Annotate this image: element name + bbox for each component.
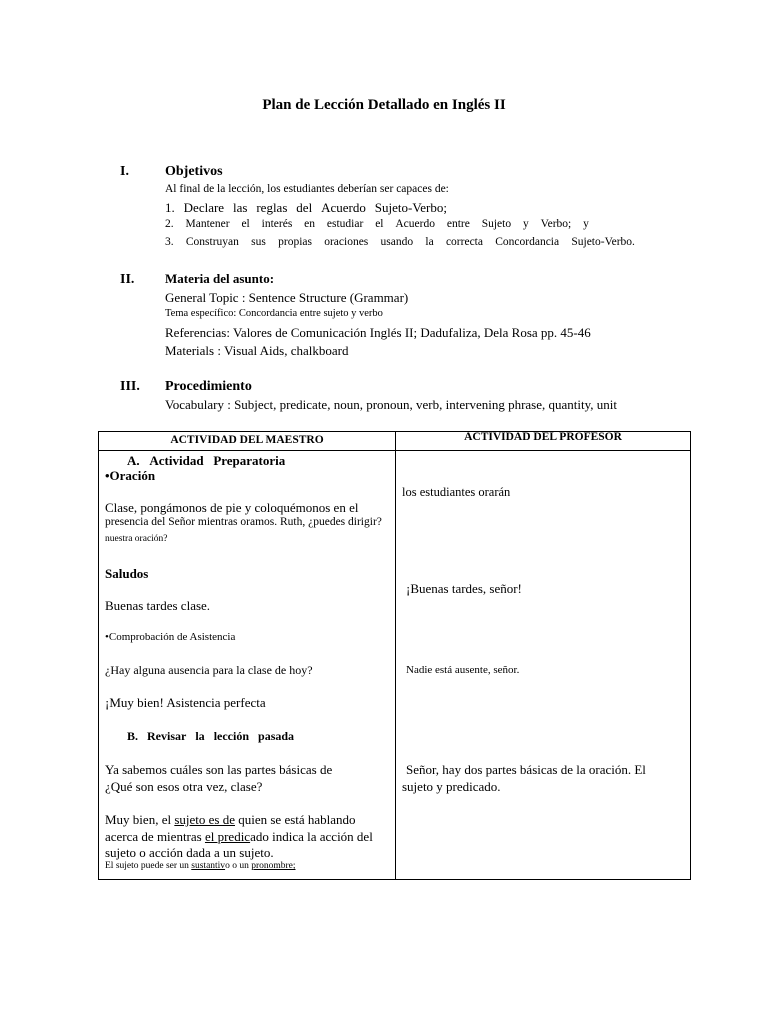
section-numeral-3: III. <box>120 379 140 394</box>
table-header-teacher: ACTIVIDAD DEL MAESTRO <box>99 432 396 451</box>
section-b-heading: B. Revisar la lección pasada <box>127 729 295 743</box>
sujeto-line: sujeto o acción dada a un sujeto. <box>105 845 274 860</box>
objectives-intro: Al final de la lección, los estudiantes deberían ser capaces de: <box>165 183 449 195</box>
sujeto-puede-line: El sujeto puede ser un sustantivo o un pronombre; <box>105 861 296 871</box>
saludos-line: Buenas tardes clase. <box>105 598 211 613</box>
section-heading-materia: Materia del asunto: <box>165 271 275 286</box>
section-numeral-1: I. <box>120 164 129 179</box>
table-header-professor: ACTIVIDAD DEL PROFESOR <box>396 432 691 451</box>
section-heading-objetivos: Objetivos <box>165 164 223 179</box>
objective-item-3: 3. Construyan sus propias oraciones usando la correcta Concordancia Sujeto-Verbo. <box>165 236 635 248</box>
response-buenas-tardes: ¡Buenas tardes, señor! <box>406 581 522 596</box>
response-partes-line-1: Señor, hay dos partes básicas de la oración. El <box>406 762 646 777</box>
acerca-line: acerca de mientras el predicado indica la acción del <box>105 829 373 844</box>
objective-item-2: 2. Mantener el interés en estudiar el Acuerdo entre Sujeto y Verbo; y <box>165 218 589 230</box>
asistencia-perfecta: ¡Muy bien! Asistencia perfecta <box>105 695 266 710</box>
general-topic: General Topic : Sentence Structure (Grammar) <box>165 290 409 305</box>
section-a-heading: A. Actividad Preparatoria <box>127 453 286 468</box>
professor-column <box>396 451 691 880</box>
teacher-column <box>99 451 396 880</box>
ausencia-question: ¿Hay alguna ausencia para la clase de hoy? <box>105 663 313 677</box>
partes-line-1: Ya sabemos cuáles son las partes básicas de <box>105 762 333 777</box>
partes-line-2: ¿Qué son esos otra vez, clase? <box>105 779 263 794</box>
oracion-line-1: Clase, pongámonos de pie y coloquémonos en el <box>105 500 359 515</box>
response-partes-line-2: sujeto y predicado. <box>402 779 501 794</box>
page-title: Plan de Lección Detallado en Inglés II <box>262 97 506 113</box>
oracion-line-3: nuestra oración? <box>105 534 168 544</box>
references: Referencias: Valores de Comunicación Inglés II; Dadufaliza, Dela Rosa pp. 45-46 <box>165 325 591 340</box>
response-nadie-ausente: Nadie está ausente, señor. <box>406 664 520 676</box>
response-oraran: los estudiantes orarán <box>402 485 511 499</box>
muy-bien-line: Muy bien, el sujeto es de quien se está hablando <box>105 812 356 827</box>
saludos-label: Saludos <box>105 566 149 581</box>
activity-table <box>98 431 691 880</box>
specific-topic: Tema específico: Concordancia entre sujeto y verbo <box>165 308 383 319</box>
objective-item-1: 1. Declare las reglas del Acuerdo Sujeto-Verbo; <box>165 200 447 215</box>
materials: Materials : Visual Aids, chalkboard <box>165 343 349 358</box>
oracion-line-2: presencia del Señor mientras oramos. Ruth, ¿puedes dirigir? <box>105 516 382 528</box>
section-heading-procedimiento: Procedimiento <box>165 379 252 394</box>
vocabulary: Vocabulary : Subject, predicate, noun, pronoun, verb, intervening phrase, quantity, unit <box>165 397 617 412</box>
oracion-label: •Oración <box>105 468 156 483</box>
asistencia-label: •Comprobación de Asistencia <box>105 631 236 643</box>
section-numeral-2: II. <box>120 272 135 287</box>
